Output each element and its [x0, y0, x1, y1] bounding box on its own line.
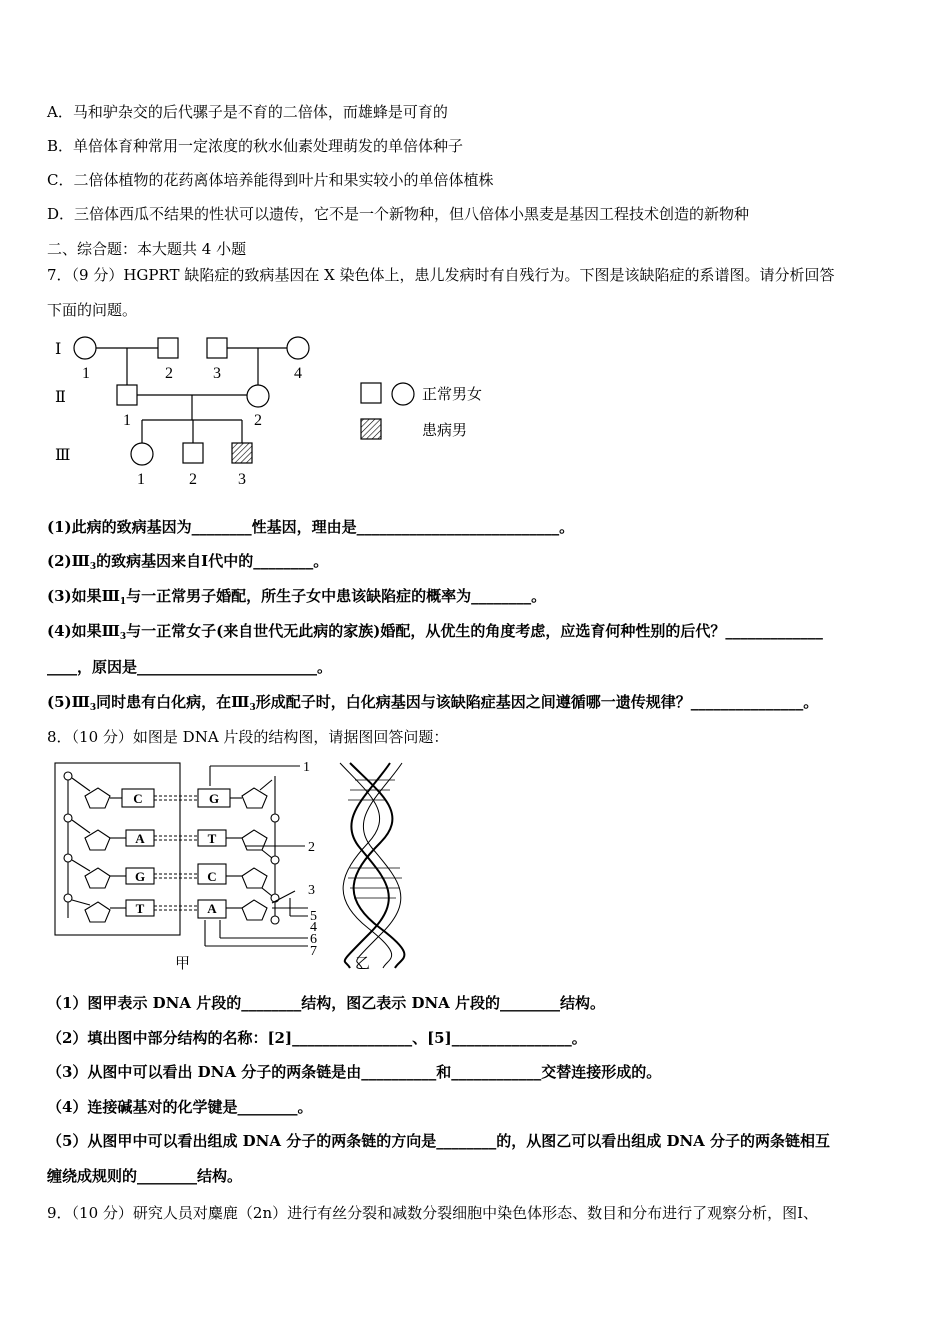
q8-part1: （1）图甲表示 DNA 片段的________结构，图乙表示 DNA 片段的________结构。 [47, 994, 606, 1012]
caption-yi: 乙 [355, 956, 371, 972]
legend-female-symbol [392, 383, 414, 405]
option-c: C．二倍体植物的花药离体培养能得到叶片和果实较小的单倍体植株 [47, 171, 494, 189]
num-iii1: 1 [137, 471, 145, 488]
base-left-3: G [134, 869, 146, 884]
caption-jia: 甲 [175, 956, 191, 972]
label-6: 6 [310, 932, 317, 947]
base-right-1: G [208, 791, 220, 806]
q7-part5: $(5)Ⅲ_3$同时患有白化病，在$Ⅲ_3$形成配子时，白化病基因与该缺陷症基因之间遵循哪一遗传规律？_______________。 [47, 693, 819, 713]
pedigree-i4-female [287, 337, 309, 359]
legend-affected-label: 患病男 [422, 423, 468, 439]
pedigree-iii3-affected-male [232, 443, 252, 463]
base-left-1: C [133, 791, 143, 806]
num-iii3: 3 [238, 471, 246, 488]
pedigree-i1-female [74, 337, 96, 359]
q7-part4-line2: ____，原因是________________________。 [47, 658, 333, 676]
label-2: 2 [308, 840, 315, 855]
num-i4: 4 [294, 365, 302, 382]
section-title: 二、综合题：本大题共 4 小题 [47, 240, 247, 258]
base-right-4: A [207, 901, 217, 916]
base-right-2: T [207, 831, 217, 846]
legend-affected-symbol [361, 419, 381, 439]
dna-structure-figure [50, 758, 420, 973]
base-right-3: C [207, 869, 217, 884]
q9-intro: 9．（10 分）研究人员对麋鹿（2n）进行有丝分裂和减数分裂细胞中染色体形态、数目和分布进行了观察分析，图Ⅰ、 [47, 1204, 819, 1222]
base-left-4: T [135, 901, 145, 916]
legend-normal-label: 正常男女 [422, 387, 483, 403]
pedigree-i3-male [207, 338, 227, 358]
gen-label-2: Ⅱ [55, 389, 66, 406]
num-i1: 1 [82, 365, 90, 382]
label-7: 7 [310, 944, 317, 959]
q7-part1: (1)此病的致病基因为________性基因，理由是___________________________。 [47, 518, 575, 536]
q8-part2: （2）填出图中部分结构的名称：[2]________________、[5]________________。 [47, 1029, 587, 1047]
num-ii2: 2 [254, 412, 262, 429]
option-b: B．单倍体育种常用一定浓度的秋水仙素处理萌发的单倍体种子 [47, 137, 464, 155]
label-4: 4 [310, 920, 317, 935]
q7-intro-line2: 下面的问题。 [47, 301, 138, 319]
q7-intro-line1: 7．（9 分）HGPRT 缺陷症的致病基因在 X 染色体上，患儿发病时有自残行为。下图是该缺陷症的系谱图。请分析回答 [47, 266, 835, 284]
gen-label-1: Ⅰ [55, 341, 62, 358]
option-a: A．马和驴杂交的后代骡子是不育的二倍体，而雄蜂是可育的 [47, 103, 448, 121]
label-5: 5 [310, 909, 317, 924]
pedigree-chart [45, 330, 515, 495]
num-i3: 3 [213, 365, 221, 382]
num-ii1: 1 [123, 412, 131, 429]
gen-label-3: Ⅲ [55, 447, 71, 464]
pedigree-iii1-female [131, 443, 153, 465]
label-3: 3 [308, 883, 315, 898]
pedigree-iii2-male [183, 443, 203, 463]
dna-row [64, 772, 279, 822]
base-left-2: A [135, 831, 145, 846]
pedigree-ii2-female [247, 385, 269, 407]
pedigree-i2-male [158, 338, 178, 358]
num-i2: 2 [165, 365, 173, 382]
label-1: 1 [303, 760, 310, 775]
q8-part5-line2: 缠绕成规则的________结构。 [47, 1167, 243, 1185]
q7-part3: (3)如果$Ⅲ_1$与一正常男子婚配，所生子女中患该缺陷症的概率为________。 [47, 587, 547, 607]
q8-part4: （4）连接碱基对的化学键是________。 [47, 1098, 313, 1116]
q8-part3: （3）从图中可以看出 DNA 分子的两条链是由__________和____________交替连接形成的。 [47, 1063, 662, 1081]
q8-intro: 8．（10 分）如图是 DNA 片段的结构图，请据图回答问题： [47, 728, 449, 746]
q8-part5-line1: （5）从图甲中可以看出组成 DNA 分子的两条链的方向是________的，从图乙可以看出组成 DNA 分子的两条链相互 [47, 1132, 831, 1150]
pedigree-ii1-male [117, 385, 137, 405]
num-iii2: 2 [189, 471, 197, 488]
q7-part4: (4)如果$Ⅲ_3$与一正常女子(来自世代无此病的家族)婚配，从优生的角度考虑，应选育何种性别的后代？_____________ [47, 622, 823, 642]
option-d: D．三倍体西瓜不结果的性状可以遗传，它不是一个新物种，但八倍体小黑麦是基因工程技术创造的新物种 [47, 205, 750, 223]
legend-male-symbol [361, 383, 381, 403]
q7-part2: $(2)Ⅲ_3$的致病基因来自Ⅰ代中的________。 [47, 552, 329, 572]
